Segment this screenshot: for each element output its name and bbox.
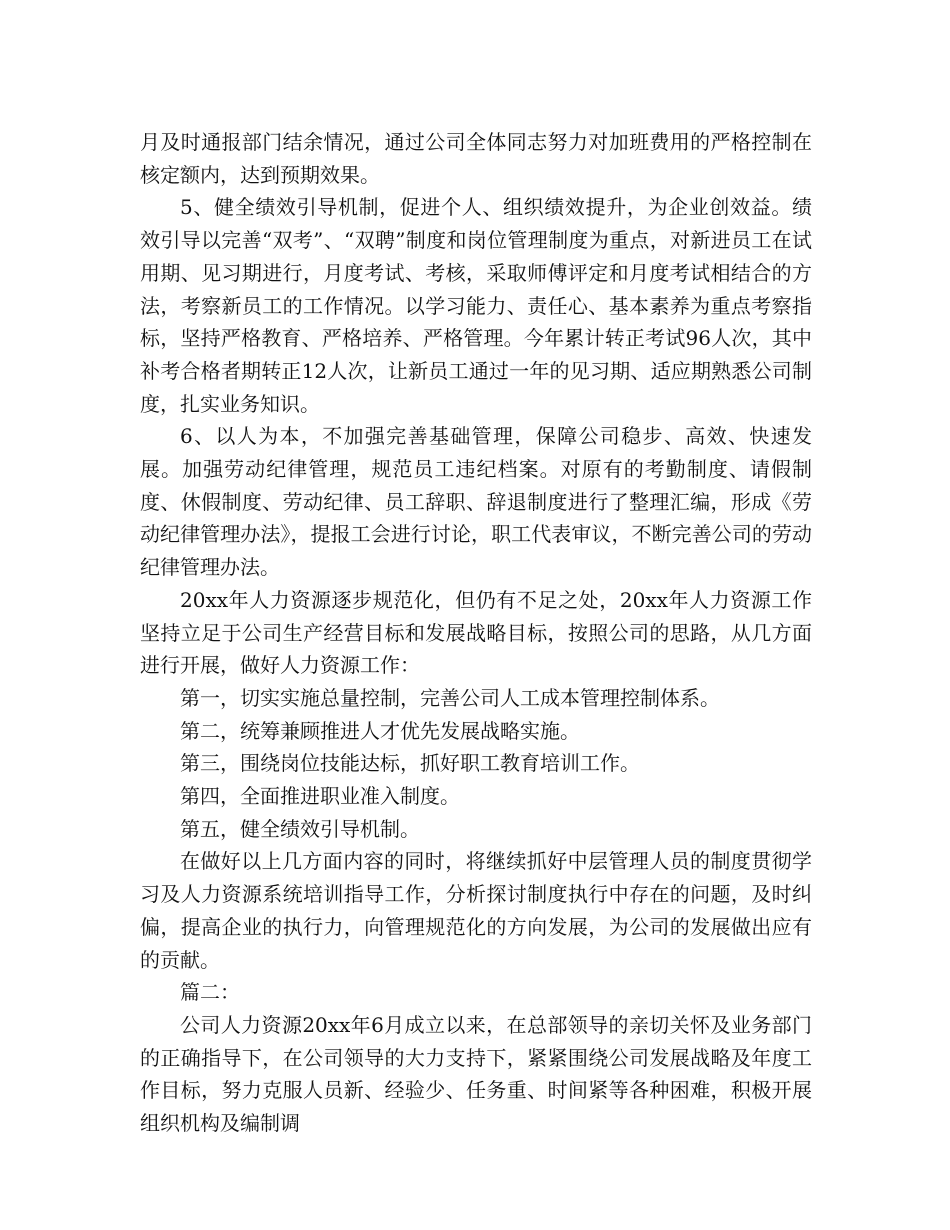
paragraph-plan-fifth: 第五，健全绩效引导机制。 bbox=[180, 816, 420, 841]
paragraph-continuation: 月及时通报部门结余情况，通过公司全体同志努力对加班费用的严格控制在核定额内，达到预期效果。 bbox=[140, 130, 812, 187]
paragraph-plan-fourth: 第四，全面推进职业准入制度。 bbox=[180, 784, 460, 809]
paragraph-plan-second: 第二，统筹兼顾推进人才优先发展战略实施。 bbox=[180, 718, 580, 743]
paragraph-plan-summary: 在做好以上几方面内容的同时，将继续抓好中层管理人员的制度贯彻学习及人力资源系统培训指导工作，分析探讨制度执行中存在的问题，及时纠偏，提高企业的执行力，向管理规范化的方向发展，为公司的发展做出应有的贡献。 bbox=[140, 849, 812, 972]
paragraph-plan-first: 第一，切实实施总量控制，完善公司人工成本管理控制体系。 bbox=[180, 685, 720, 710]
paragraph-part-two-intro: 公司人力资源20xx年6月成立以来，在总部领导的亲切关怀及业务部门的正确指导下，在公司领导的大力支持下，紧紧围绕公司发展战略及年度工作目标，努力克服人员新、经验少、任务重、时间紧等各种困难，积极开展组织机构及编制调 bbox=[140, 1012, 812, 1136]
paragraph-plan-third: 第三，围绕岗位技能达标，抓好职工教育培训工作。 bbox=[180, 751, 640, 776]
paragraph-item-6: 6、以人为本，不加强完善基础管理，保障公司稳步、高效、快速发展。加强劳动纪律管理，规范员工违纪档案。对原有的考勤制度、请假制度、休假制度、劳动纪律、员工辞职、辞退制度进行了整理汇编，形成《劳动纪律管理办法》，提报工会进行讨论，职工代表审议，不断完善公司的劳动纪律管理办法。 bbox=[140, 424, 812, 580]
paragraph-item-5: 5、健全绩效引导机制，促进个人、组织绩效提升，为企业创效益。绩效引导以完善“双考”、“双聘”制度和岗位管理制度为重点，对新进员工在试用期、见习期进行，月度考试、考核，采取师傅评定和月度考试相结合的方法，考察新员工的工作情况。以学习能力、责任心、基本素养为重点考察指标，坚持严格教育、严格培养、严格管理。今年累计转正考试96人次，其中补考合格者期转正12人次，让新员工通过一年的见习期、适应期熟悉公司制度，扎实业务知识。 bbox=[140, 195, 812, 416]
section-heading-part-two: 篇二： bbox=[180, 980, 240, 1005]
document-body bbox=[140, 126, 812, 1140]
paragraph-plan-intro: 20xx年人力资源逐步规范化，但仍有不足之处，20xx年人力资源工作坚持立足于公司生产经营目标和发展战略目标，按照公司的思路，从几方面进行开展，做好人力资源工作： bbox=[140, 587, 812, 678]
